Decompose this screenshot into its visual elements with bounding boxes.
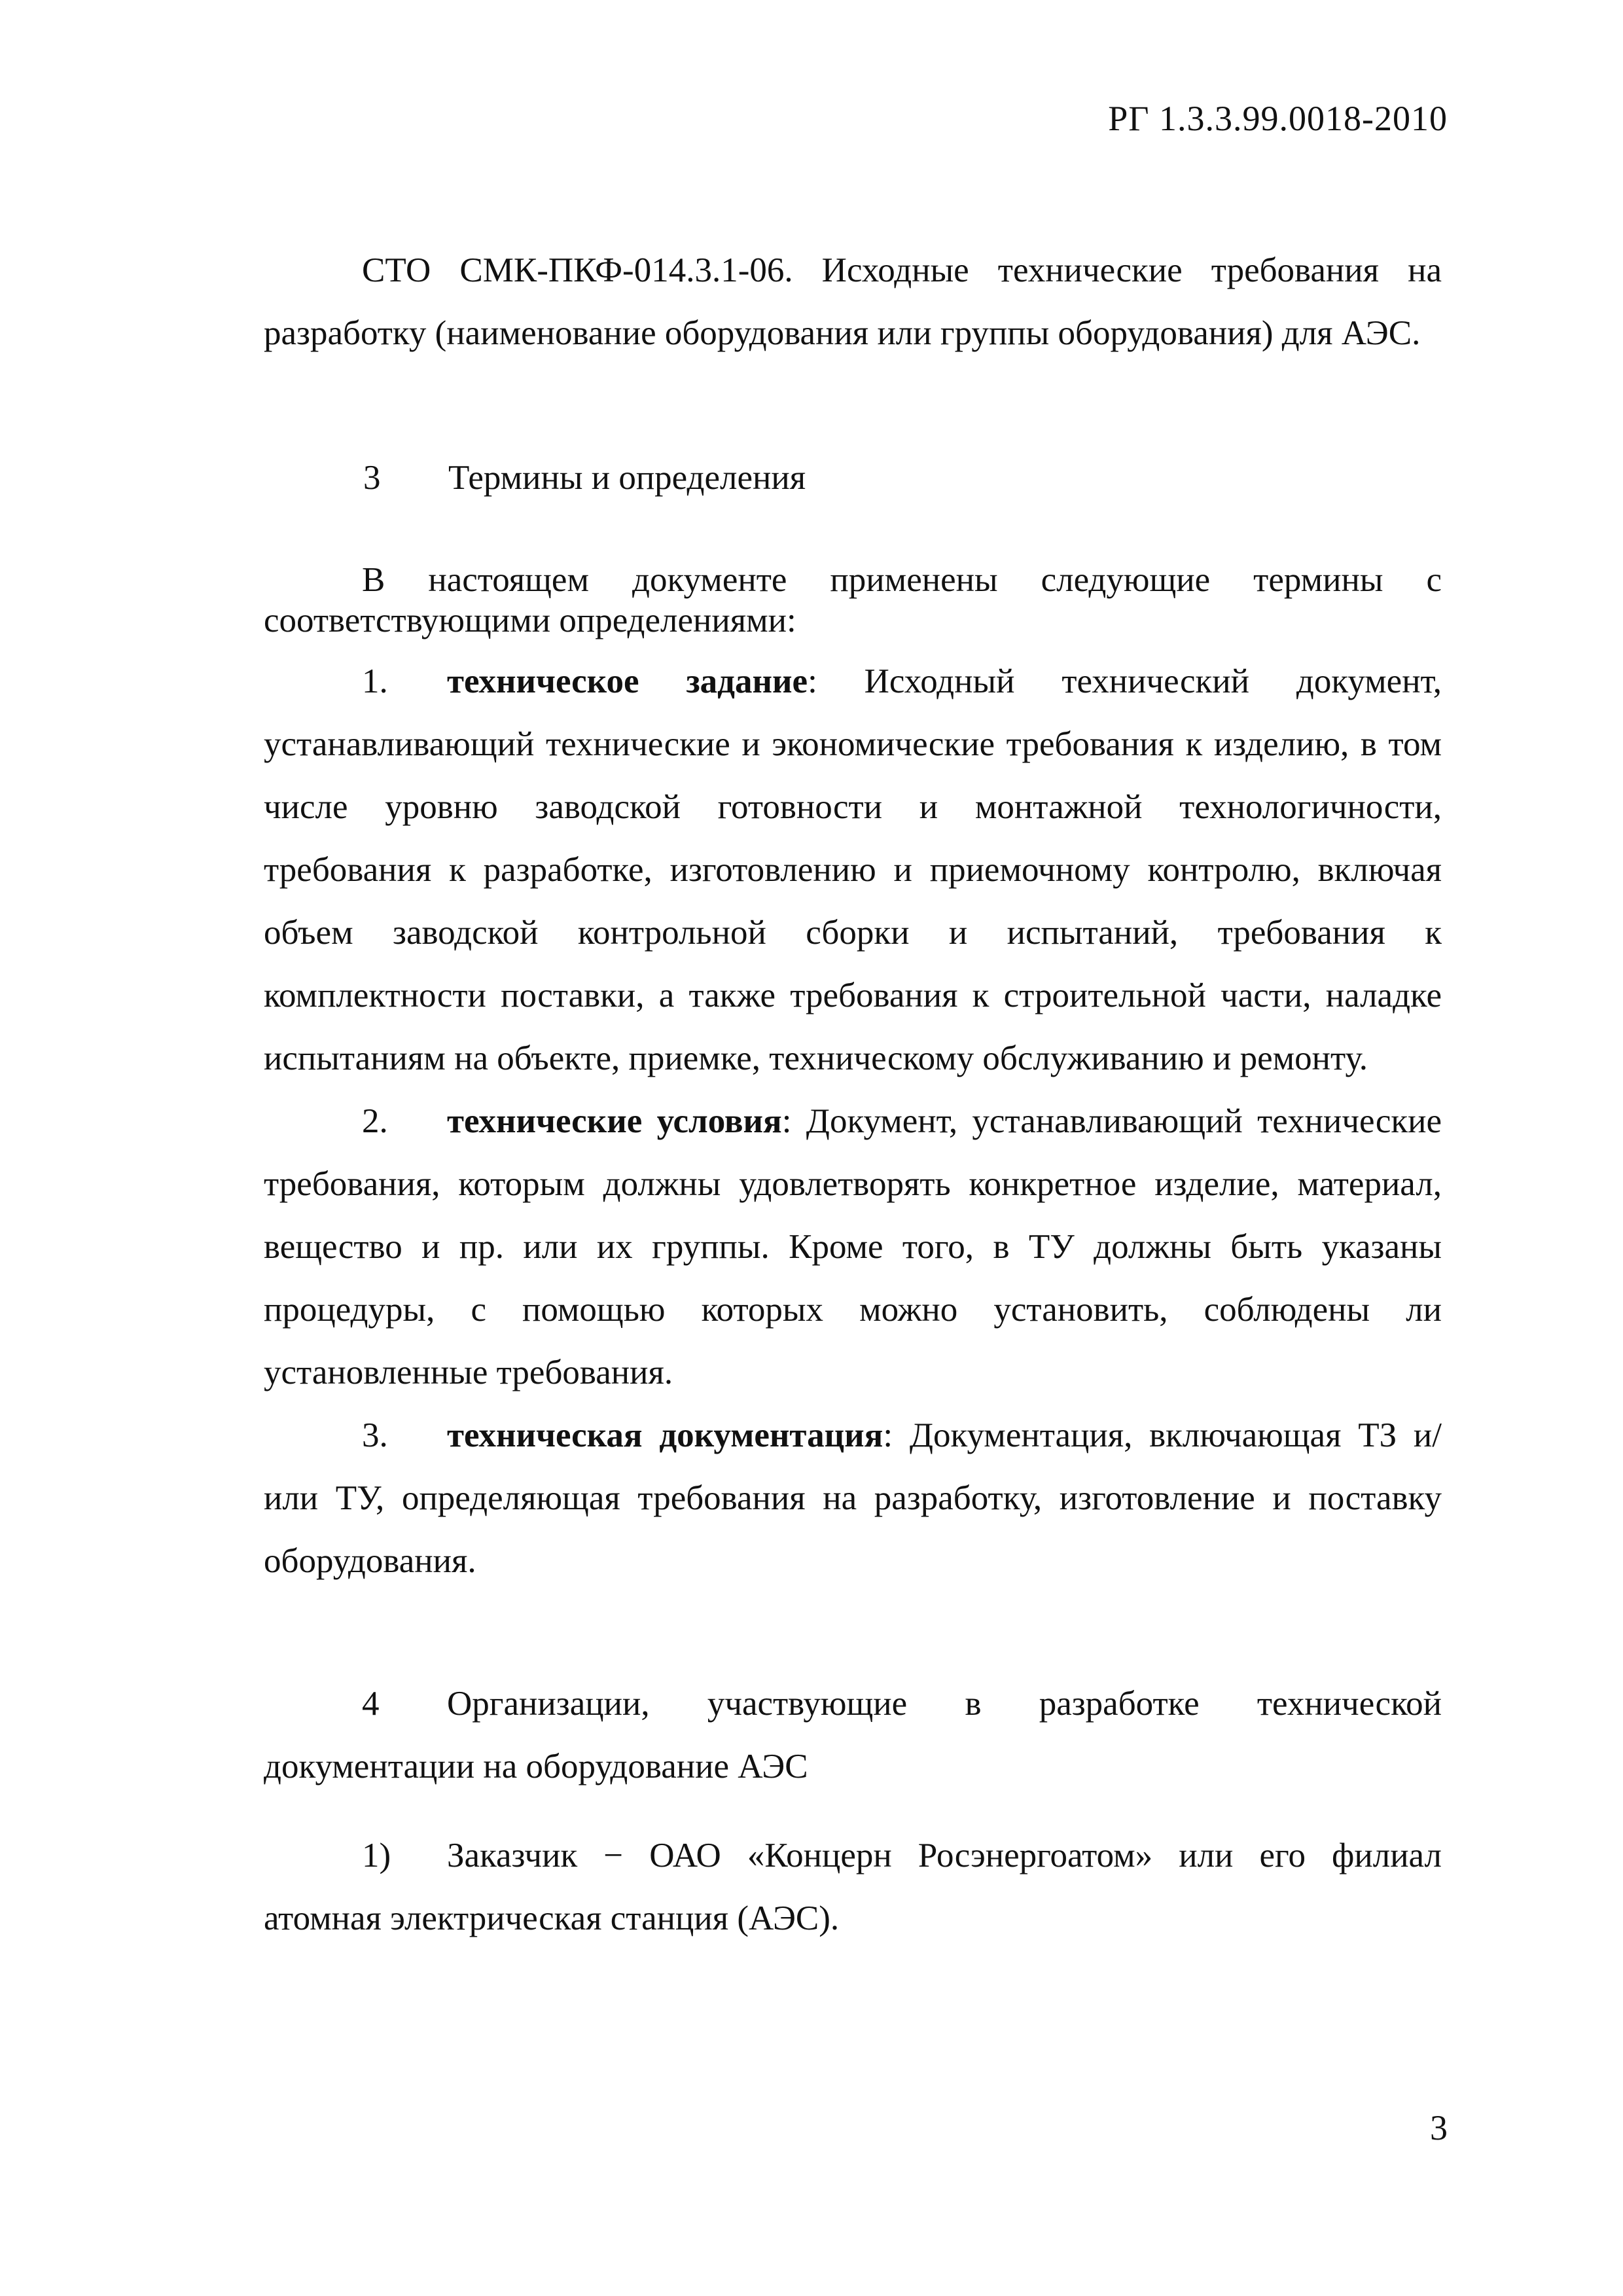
section-3-heading <box>363 458 806 497</box>
section-3-number: 3 <box>363 459 381 497</box>
org-item-1-text: Заказчик − ОАО «Концерн Росэнергоатом» или его филиал атомная электрическая станция (АЭС). <box>264 1837 1442 1937</box>
intro-reference-paragraph <box>264 239 1442 365</box>
term-item-2-definition: : Документ, устанавливающий технические требования, которым должны удовлетворять конкретное изделие, материал, вещество и пр. или их группы. Кроме того, в ТУ должны быть указаны процедуры, с помощью которых можно установить, соблюдены ли установленные требования. <box>264 1102 1442 1391</box>
section-3-body <box>264 560 1442 1592</box>
term-item-2-term: технические условия <box>447 1102 782 1140</box>
page-number: 3 <box>1430 2108 1448 2147</box>
term-item-1-term: техническое задание <box>447 662 808 700</box>
section-3-title: Термины и определения <box>448 459 806 497</box>
term-item-3-number: 3. <box>362 1416 388 1454</box>
term-item-1 <box>264 650 1442 1090</box>
section-4-number: 4 <box>362 1685 380 1723</box>
term-item-3-term: техническая документация <box>447 1416 883 1454</box>
section-4-heading <box>264 1672 1442 1798</box>
intro-reference-text: СТО СМК-ПКФ-014.3.1-06. Исходные технические требования на разработку (наименование оборудования или группы оборудования) для АЭС. <box>264 251 1442 352</box>
section-3-lead: В настоящем документе применены следующие термины с соответствующими определениями: <box>264 561 1442 639</box>
term-item-2 <box>264 1090 1442 1404</box>
org-item-1-number: 1) <box>362 1837 391 1874</box>
section-4-title: Организации, участвующие в разработке технической документации на оборудование АЭС <box>264 1685 1442 1785</box>
term-item-3 <box>264 1404 1442 1592</box>
section-4-body <box>264 1672 1442 1950</box>
term-item-1-definition: : Исходный технический документ, устанавливающий технические и экономические требования к изделию, в том числе уровню заводской готовности и монтажной технологичности, требования к разработке, изготовлению и приемочному контролю, включая объем заводской контрольной сборки и испытаний, требования к комплектности поставки, а также требования к строительной части, наладке испытаниям на объекте, приемке, техническому обслуживанию и ремонту. <box>264 662 1442 1077</box>
term-item-1-number: 1. <box>362 662 388 700</box>
document-code: РГ 1.3.3.99.0018-2010 <box>1108 99 1448 138</box>
term-item-3-definition: : Документация, включающая ТЗ и/или ТУ, определяющая требования на разработку, изготовление и поставку оборудования. <box>264 1416 1442 1580</box>
term-item-2-number: 2. <box>362 1102 388 1140</box>
org-item-1 <box>264 1824 1442 1950</box>
